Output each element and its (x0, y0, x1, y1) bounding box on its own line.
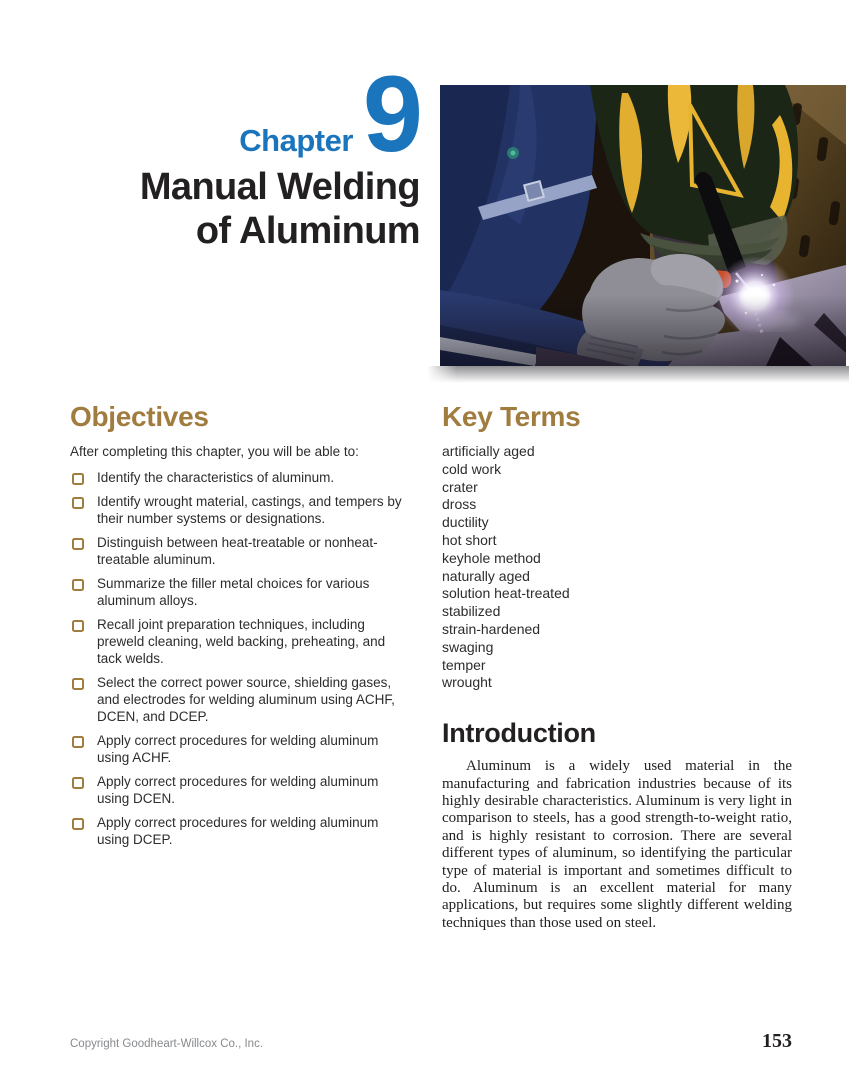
checkbox-bullet-icon (72, 736, 84, 748)
chapter-label: Chapter (239, 123, 353, 158)
key-term: naturally aged (442, 567, 530, 584)
objective-item (70, 674, 412, 725)
key-term: strain-hardened (442, 620, 541, 637)
objective-item (70, 814, 412, 848)
objective-item (70, 773, 412, 807)
objective-text: Apply correct procedures for welding aluminum using ACHF. (97, 733, 379, 765)
objective-text: Apply correct procedures for welding aluminum using DCEP. (97, 815, 379, 847)
key-term: temper (442, 656, 486, 673)
key-term: hot short (442, 531, 497, 548)
objective-item (70, 575, 412, 609)
introduction-heading: Introduction (442, 718, 596, 749)
objective-item (70, 616, 412, 667)
objectives-intro: After completing this chapter, you will be able to: (70, 444, 359, 459)
objectives-heading: Objectives (70, 401, 209, 432)
objective-text: Summarize the filler metal choices for various aluminum alloys. (97, 576, 370, 608)
key-terms-heading: Key Terms (442, 401, 581, 432)
key-term: ductility (442, 514, 489, 531)
copyright-text: Copyright Goodheart-Willcox Co., Inc. (70, 1038, 264, 1050)
chapter-title (70, 165, 420, 253)
objective-text: Identify the characteristics of aluminum. (97, 470, 335, 485)
checkbox-bullet-icon (72, 678, 84, 690)
chapter-opener-photo (440, 85, 846, 366)
chapter-title-line2: of Aluminum (195, 209, 420, 252)
right-column (442, 401, 792, 932)
objective-text: Select the correct power source, shielding gases, and electrodes for welding aluminum using ACHF, DCEN, and DCEP. (97, 675, 395, 724)
key-term: wrought (442, 674, 492, 691)
checkbox-bullet-icon (72, 473, 84, 485)
key-term: keyhole method (442, 549, 541, 566)
introduction-paragraph: Aluminum is a widely used material in the manufacturing and fabrication industries because of its highly desirable characteristics. Aluminum is very light in comparison to steels, has a good strength-to-weight ratio, and is highly resistant to corrosion. There are several different types of aluminum, so identifying the particular type of material is important and sometimes difficult to do. Aluminum is an excellent material for many applications, but requires some slightly different welding techniques than those used on steel. (442, 758, 792, 931)
checkbox-bullet-icon (72, 620, 84, 632)
key-term: solution heat-treated (442, 585, 570, 602)
checkbox-bullet-icon (72, 818, 84, 830)
key-term: crater (442, 478, 478, 495)
chapter-header (70, 53, 420, 253)
objectives-list (70, 469, 412, 848)
key-term: stabilized (442, 603, 501, 620)
objective-text: Recall joint preparation techniques, including preweld cleaning, weld backing, preheating, and tack welds. (97, 617, 386, 666)
objectives-section (70, 401, 412, 855)
key-term: artificially aged (442, 443, 535, 459)
welding-photo-illustration (440, 85, 846, 366)
objective-item (70, 732, 412, 766)
objective-text: Distinguish between heat-treatable or nonheat-treatable aluminum. (97, 535, 378, 567)
checkbox-bullet-icon (72, 538, 84, 550)
photo-drop-shadow (427, 366, 849, 383)
objective-item (70, 469, 412, 486)
key-term: dross (442, 496, 477, 513)
checkbox-bullet-icon (72, 777, 84, 789)
checkbox-bullet-icon (72, 497, 84, 509)
chapter-title-line1: Manual Welding (139, 165, 420, 208)
objective-item (70, 493, 412, 527)
chapter-number: 9 (362, 53, 420, 174)
objective-text: Apply correct procedures for welding aluminum using DCEN. (97, 774, 379, 806)
key-term: cold work (442, 460, 502, 477)
checkbox-bullet-icon (72, 579, 84, 591)
key-terms-list (442, 443, 792, 692)
key-term: swaging (442, 638, 494, 655)
objective-item (70, 534, 412, 568)
chapter-line (70, 53, 420, 174)
page-number: 153 (762, 1030, 792, 1052)
objective-text: Identify wrought material, castings, and tempers by their number systems or designations. (97, 494, 402, 526)
